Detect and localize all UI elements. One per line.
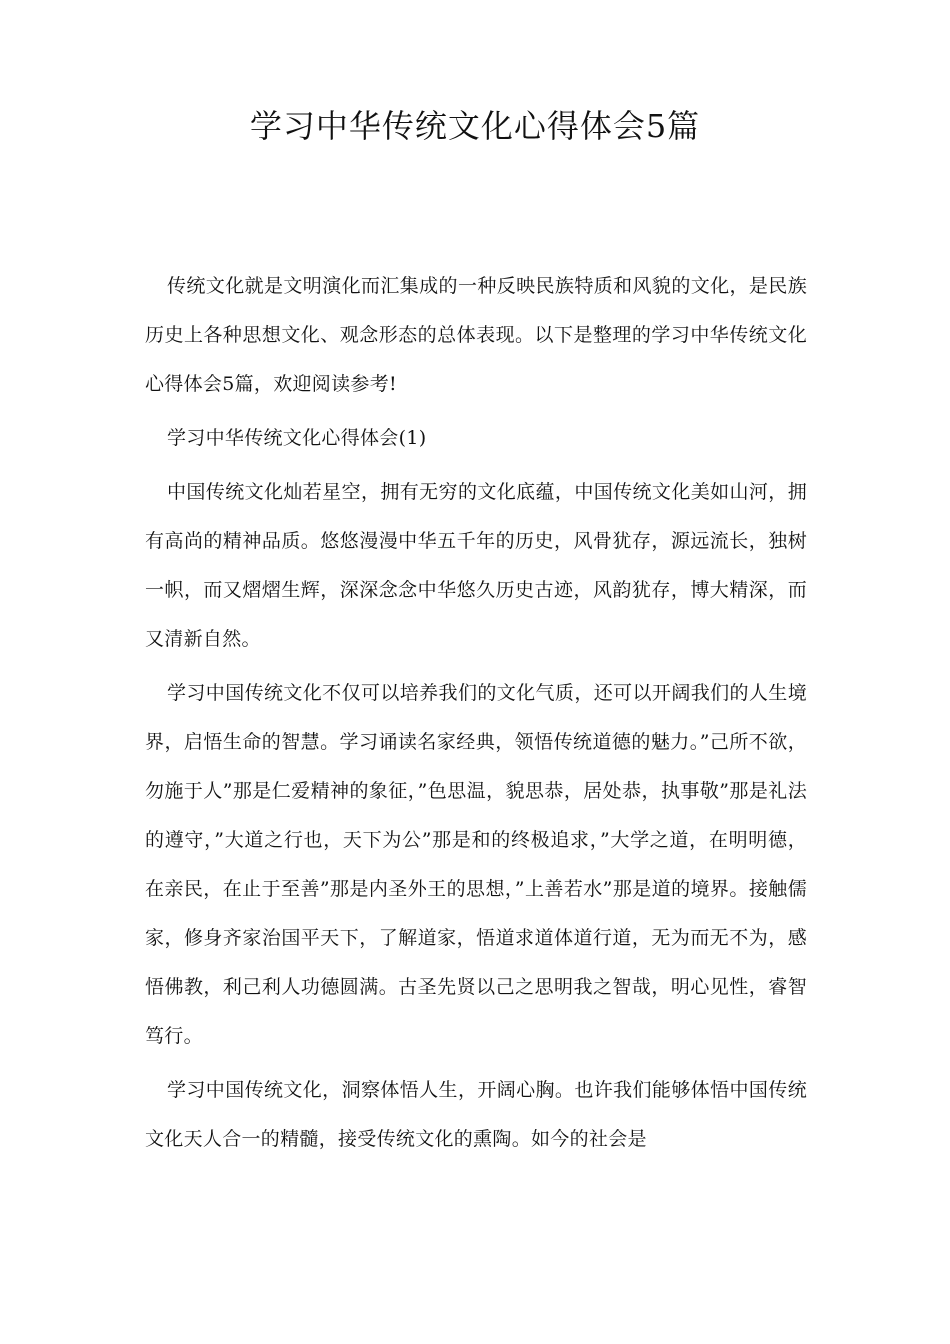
intro-paragraph: 传统文化就是文明演化而汇集成的一种反映民族特质和风貌的文化，是民族历史上各种思想文化、观念形态的总体表现。以下是整理的学习中华传统文化心得体会5篇，欢迎阅读参考!: [145, 275, 807, 395]
body-paragraph: 学习中国传统文化不仅可以培养我们的文化气质，还可以开阔我们的人生境界，启悟生命的智慧。学习诵读名家经典，领悟传统道德的魅力。”己所不欲，勿施于人”那是仁爱精神的象征，”色思温，貌思恭，居处恭，执事敬”那是礼法的遵守，”大道之行也，天下为公”那是和的终极追求，”大学之道，在明明德，在亲民，在止于至善”那是内圣外王的思想，”上善若水”那是道的境界。接触儒家，修身齐家治国平天下，了解道家，悟道求道体道行道，无为而无不为，感悟佛教，利己利人功德圆满。古圣先贤以己之思明我之智哉，明心见性，睿智笃行。: [145, 682, 807, 1047]
document-body: [145, 262, 807, 1169]
section-heading: 学习中华传统文化心得体会(1): [167, 427, 427, 449]
body-paragraph: 学习中国传统文化，洞察体悟人生，开阔心胸。也许我们能够体悟中国传统文化天人合一的精髓，接受传统文化的熏陶。如今的社会是: [145, 1079, 807, 1150]
document-title: 学习中华传统文化心得体会5篇: [249, 107, 701, 145]
body-paragraph: 中国传统文化灿若星空，拥有无穷的文化底蕴，中国传统文化美如山河，拥有高尚的精神品质。悠悠漫漫中华五千年的历史，风骨犹存，源远流长，独树一帜，而又熠熠生辉，深深念念中华悠久历史古迹，风韵犹存，博大精深，而又清新自然。: [145, 481, 807, 650]
